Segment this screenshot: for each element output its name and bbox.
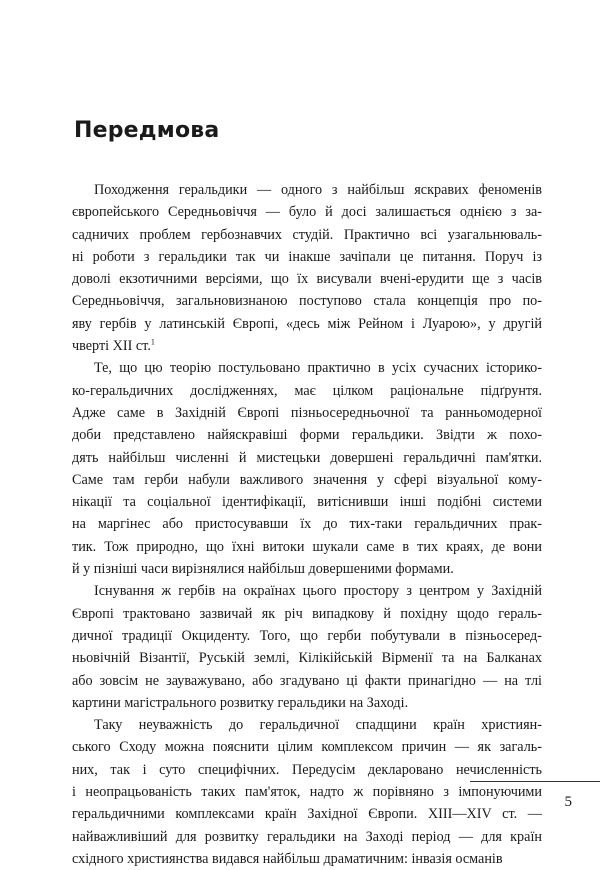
text-line: Те, що цю теорію постульовано практично в усіх сучасних історико- xyxy=(94,360,542,377)
footnote-mark: 1 xyxy=(150,337,155,347)
text-line: геральдичними комплексами країн Західної Європи. XIII—XIV ст. — xyxy=(72,806,542,823)
text-line: дичної традиції Окциденту. Того, що герби побутували в пізньосеред- xyxy=(72,627,542,644)
text-line: і неопрацьованість таких пам'яток, надто ж порівняно з імпонуючими xyxy=(72,784,542,801)
text-line: тик. Тож природно, що їхні витоки шукали саме в тих краях, де вони xyxy=(72,538,542,555)
text-line: Європі трактовано зазвичай як річ випадкову й похідну щодо гераль- xyxy=(72,605,542,622)
text-line: них, так і суто специфічних. Передусім декларовано нечисленність xyxy=(72,761,542,778)
page-number: 5 xyxy=(564,794,572,810)
text-line: доби представлено найяскравіші форми геральдики. Звідти ж похо- xyxy=(72,427,542,444)
text-line: європейського Середньовіччя — було й досі залишається однією з за- xyxy=(72,204,542,221)
text-line: садничих проблем гербознавчих студій. Практично всі узагальнюваль- xyxy=(72,226,542,243)
body-text xyxy=(72,179,542,870)
paragraph xyxy=(72,179,542,357)
text-line: чверті XII ст.$^1$ xyxy=(72,337,155,355)
page-heading: Передмова xyxy=(74,118,220,143)
text-line: ко-геральдичних дослідженнях, має цілком раціональне підґрунтя. xyxy=(72,382,542,399)
text-line: на маргінес або пристосувавши їх до тих-таки геральдичних прак- xyxy=(72,516,542,533)
text-line: або зовсім не зауважувано, або згадувано ці факти принагідно — на тлі xyxy=(72,672,542,689)
text-line: ського Сходу можна пояснити цілим комплексом причин — як загаль- xyxy=(72,739,542,756)
paragraph xyxy=(72,714,542,870)
text-line: нікації та соціальної ідентифікації, витіснивши інші подібні системи xyxy=(72,494,542,511)
text-line: Середньовіччя, загальновизнаною поступово стала концепція про по- xyxy=(72,293,542,310)
text-line: найважливіший для розвитку геральдики на Заході період — для країн xyxy=(72,828,542,845)
text-line: східного християнства видався найбільш драматичним: інвазія османів xyxy=(72,850,503,867)
text-line: яву гербів у латинській Європі, «десь між Рейном і Луарою», у другій xyxy=(72,315,542,332)
text-line: ні роботи з геральдики так чи інакше зачіпали це питання. Поруч із xyxy=(72,248,542,265)
text-line: Походження геральдики — одного з найбільш яскравих феноменів xyxy=(94,182,542,198)
paragraph xyxy=(72,580,542,714)
text-line: картини магістрального розвитку геральдики на Заході. xyxy=(72,694,409,711)
text-line: Існування ж гербів на окраїнах цього простору з центром у Західній xyxy=(94,583,542,600)
text-line: ньовічній Візантії, Руській землі, Кілікійській Вірменії та на Балканах xyxy=(72,650,542,667)
footer-rule xyxy=(470,781,600,782)
text-line: й у пізніші часи вирізнялися найбільш довершеними формами. xyxy=(72,561,454,578)
paragraph xyxy=(72,357,542,580)
text-line: Таку неуважність до геральдичної спадщини країн християн- xyxy=(94,717,542,734)
text-line: дять найбільш численні й мистецьки довершені геральдичні пам'ятки. xyxy=(72,449,542,466)
text-line: доволі екзотичними версіями, що їх висували вчені-ерудити ще з часів xyxy=(72,271,542,288)
text-line: Адже саме в Західній Європі пізньосередньочної та ранньомодерної xyxy=(72,404,542,421)
text-line: Саме там герби набули важливого значення у сфері візуальної кому- xyxy=(72,471,542,488)
